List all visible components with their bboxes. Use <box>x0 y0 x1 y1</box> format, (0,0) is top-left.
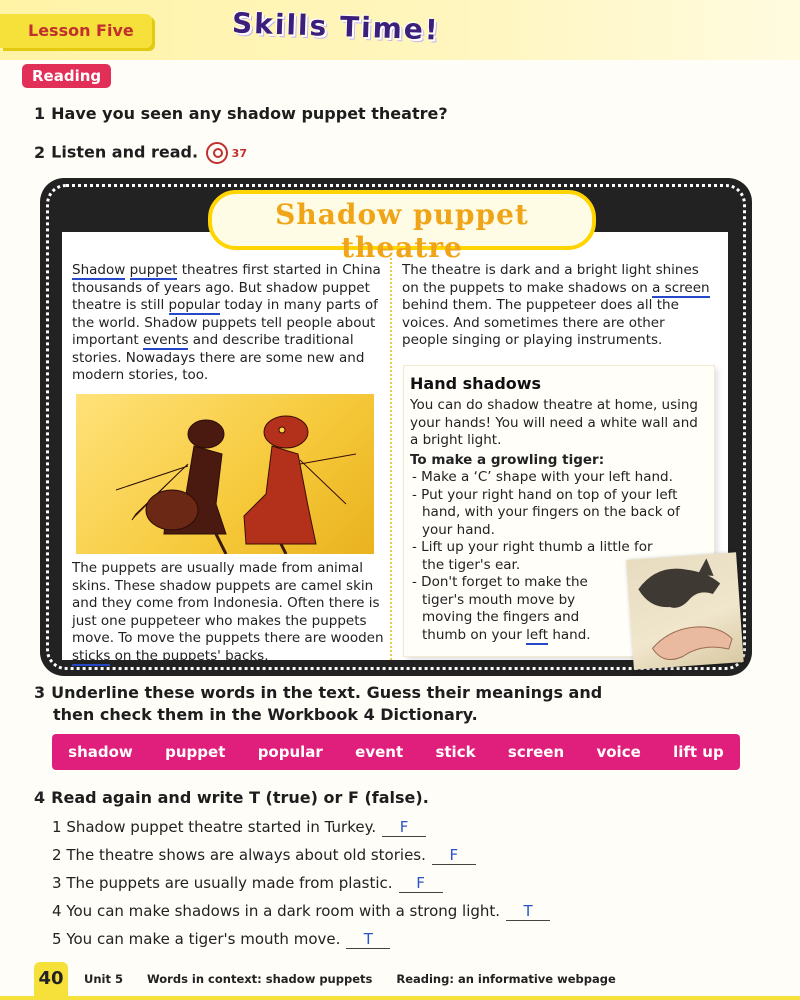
vocab-word: stick <box>435 743 476 761</box>
vocab-word: event <box>355 743 404 761</box>
answer-field[interactable]: T <box>506 902 550 921</box>
tf-item: 3 The puppets are usually made from plastic. F <box>52 874 443 893</box>
tf-item: 1 Shadow puppet theatre started in Turkey. F <box>52 818 426 837</box>
question-3: 3 Underline these words in the text. Guess their meanings and then check them in the Workbook 4 Dictionary. <box>34 683 603 724</box>
hand-shadows-title: Hand shadows <box>410 374 542 393</box>
vocab-word: voice <box>596 743 641 761</box>
vocabulary-bar <box>52 734 740 770</box>
footer-info: Unit 5 Words in context: shadow puppets Reading: an informative webpage <box>84 972 616 986</box>
question-4: 4 Read again and write T (true) or F (false). <box>34 788 429 807</box>
section-tag: Reading <box>22 64 111 88</box>
column-divider <box>390 258 392 660</box>
vocab-word: puppet <box>165 743 226 761</box>
step-3: - Lift up your right thumb a little for the tiger's ear. <box>412 539 653 573</box>
footer-line <box>0 996 800 1000</box>
answer-field[interactable]: F <box>432 846 476 865</box>
hand-shadows-intro: You can do shadow theatre at home, using your hands! You will need a white wall and a bright light. <box>410 397 698 448</box>
vocab-word: lift up <box>673 743 724 761</box>
question-2: 2 Listen and read. 37 <box>34 142 247 164</box>
step-1: - Make a ‘C’ shape with your left hand. <box>412 469 673 485</box>
story-paragraph-3: The theatre is dark and a bright light shines on the puppets to make shadows on a screen behind them. The puppeteer does all the voices. And sometimes there are other people singing or playing instruments. <box>402 262 710 348</box>
tf-item: 5 You can make a tiger's mouth move. T <box>52 930 390 949</box>
shadow-puppets-photo <box>76 394 374 554</box>
vocab-word: popular <box>257 743 323 761</box>
hand-shadows-subtitle: To make a growling tiger: <box>410 451 605 468</box>
vocab-word: shadow <box>68 743 133 761</box>
story-title-banner: Shadow puppet theatre <box>208 190 596 250</box>
tf-item: 2 The theatre shows are always about old stories. F <box>52 846 476 865</box>
lesson-label: Lesson Five <box>0 14 152 48</box>
story-paragraph-1: Shadow puppet theatres first started in China thousands of years ago. But shadow puppet theatre is still popular today in many parts of the world. Shadow puppets tell people about important events and describe traditional stories. Nowadays there are some new and modern stories, too. <box>72 262 381 383</box>
answer-field[interactable]: F <box>382 818 426 837</box>
vocab-word: screen <box>507 743 565 761</box>
audio-cd-icon[interactable] <box>206 142 228 164</box>
answer-field[interactable]: F <box>399 874 443 893</box>
step-4: - Don't forget to make the tiger's mouth move by moving the fingers and thumb on your left hand. <box>412 574 591 643</box>
hand-shadow-photo <box>626 552 743 669</box>
audio-track-number: 37 <box>231 146 247 160</box>
story-paragraph-2: The puppets are usually made from animal skins. These shadow puppets are camel skin and they come from Indonesia. Often there is just one puppeteer who makes the puppets move. To move the puppets there are wooden sticks on the puppets' backs. <box>72 560 384 664</box>
step-2: - Put your right hand on top of your left hand, with your fingers on the back of your hand. <box>412 486 680 538</box>
page-number: 40 <box>34 962 68 1000</box>
tf-item: 4 You can make shadows in a dark room with a strong light. T <box>52 902 550 921</box>
page-title: Skills Time! <box>231 6 441 47</box>
answer-field[interactable]: T <box>346 930 390 949</box>
question-1: 1 Have you seen any shadow puppet theatre? <box>34 104 448 123</box>
